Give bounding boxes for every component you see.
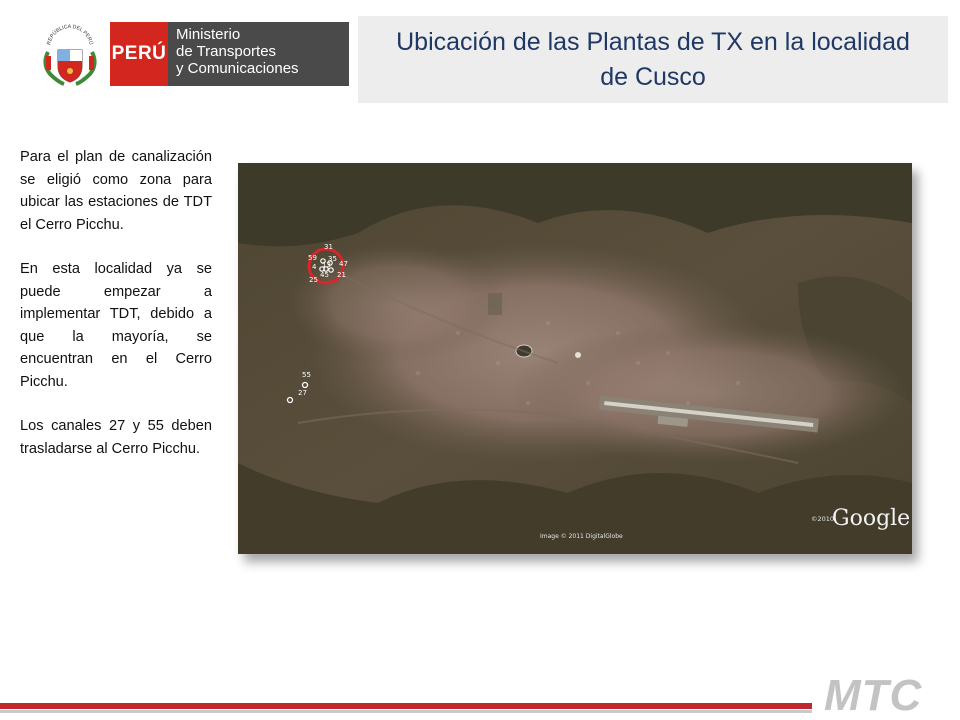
station-label-55: 55: [302, 371, 311, 379]
station-label-35: 35: [328, 255, 337, 263]
station-label-45: 45: [320, 271, 329, 279]
satellite-map-image: [238, 163, 912, 554]
footer-red-bar: [0, 703, 812, 709]
ministry-banner: [110, 22, 349, 86]
imagery-credit: Image © 2011 DigitalGlobe: [540, 533, 623, 540]
station-label-13: 13: [322, 261, 331, 269]
peru-coat-of-arms-icon: [40, 18, 100, 90]
page-title: Ubicación de las Plantas de TX en la localidad de Cusco: [396, 27, 910, 91]
station-label-59: 59: [308, 254, 317, 262]
footer-gray-bar: [0, 710, 812, 713]
ministry-name: [168, 22, 299, 86]
svg-text:REPÚBLICA DEL PERÚ: [46, 24, 95, 46]
paragraph-2: En esta localidad ya se puede empezar a implementar TDT, debido a que la mayoría, se encuentran en el Cerro Picchu.: [20, 261, 212, 390]
station-label-47: 47: [339, 260, 348, 268]
google-logo: Google: [832, 506, 911, 531]
shield-motto: REPÚBLICA DEL PERÚ: [46, 23, 94, 46]
peru-brand: PERÚ: [110, 22, 168, 86]
station-label-31: 31: [324, 243, 333, 251]
paragraph-3: Los canales 27 y 55 deben trasladarse al Cerro Picchu.: [20, 418, 212, 457]
station-label-4: 4: [312, 263, 317, 271]
body-text: [20, 146, 212, 482]
station-label-25: 25: [309, 276, 318, 284]
ministry-line-1: Ministerio: [176, 26, 241, 43]
ministry-line-2: de Transportes: [176, 43, 277, 60]
ministry-logo: [40, 18, 350, 90]
station-label-27: 27: [298, 389, 307, 397]
paragraph-1: Para el plan de canalización se eligió como zona para ubicar las estaciones de TDT el Cerro Picchu.: [20, 149, 212, 233]
ministry-line-3: y Comunicaciones: [176, 60, 299, 77]
title-box: [358, 16, 948, 103]
station-label-21: 21: [337, 271, 346, 279]
mtc-logo: MTC: [824, 671, 923, 720]
satellite-map: [238, 163, 912, 554]
copyright-year: ©2010: [811, 515, 835, 523]
